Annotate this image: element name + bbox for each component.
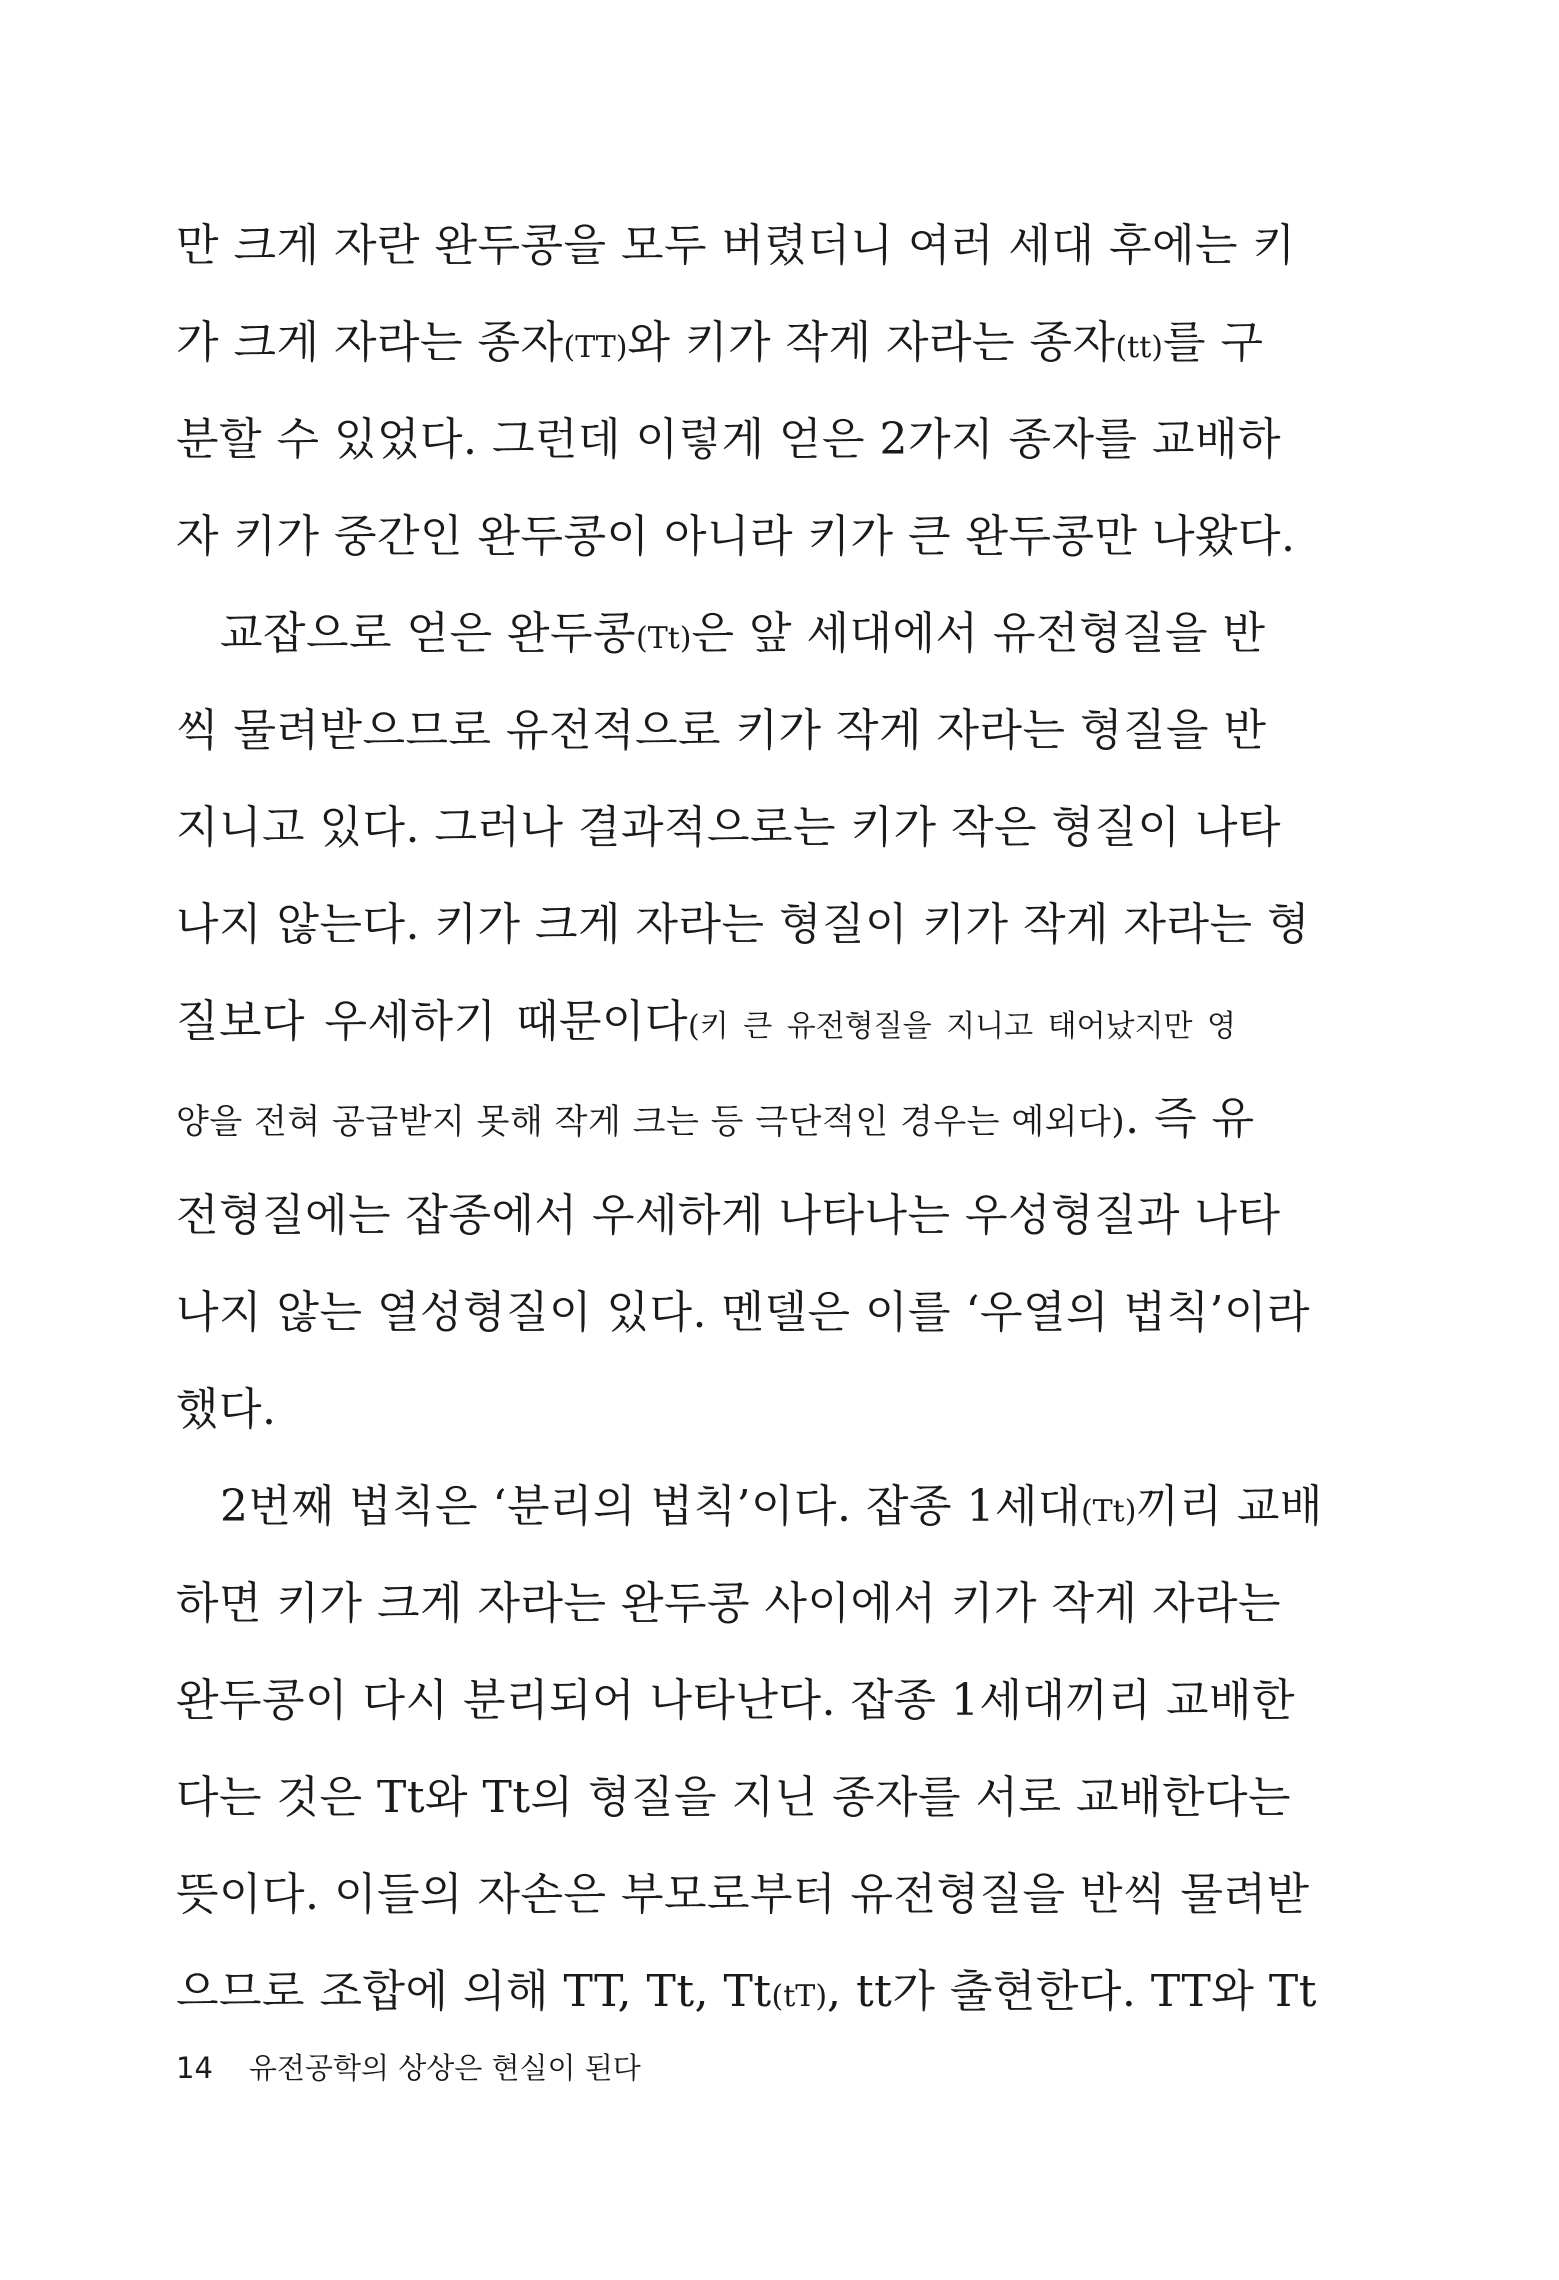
text-line: 자 키가 중간인 완두콩이 아니라 키가 큰 완두콩만 나왔다. xyxy=(176,511,1296,562)
text-line: 했다. xyxy=(176,1384,277,1435)
text-line: 씩 물려받으므로 유전적으로 키가 작게 자라는 형질을 반 xyxy=(176,705,1267,756)
text-line: 하면 키가 크게 자라는 완두콩 사이에서 키가 작게 자라는 xyxy=(176,1578,1281,1629)
text-line: 양을 전혀 공급받지 못해 작게 크는 등 극단적인 경우는 예외다). 즉 유 xyxy=(176,1093,1255,1144)
text-line: 전형질에는 잡종에서 우세하게 나타나는 우성형질과 나타 xyxy=(176,1190,1281,1241)
text-line: 완두콩이 다시 분리되어 나타난다. 잡종 1세대끼리 교배한 xyxy=(176,1675,1295,1726)
text-line: 교잡으로 얻은 완두콩(Tt)은 앞 세대에서 유전형질을 반 xyxy=(220,608,1266,659)
page-footer xyxy=(176,2048,641,2088)
text-line: 2번째 법칙은 ‘분리의 법칙’이다. 잡종 1세대(Tt)끼리 교배 xyxy=(220,1481,1323,1532)
text-line: 나지 않는 열성형질이 있다. 멘델은 이를 ‘우열의 법칙’이라 xyxy=(176,1287,1310,1338)
text-line: 으므로 조합에 의해 TT, Tt, Tt(tT), tt가 출현한다. TT와 Tt xyxy=(176,1966,1317,2017)
text-line: 뜻이다. 이들의 자손은 부모로부터 유전형질을 반씩 물려받 xyxy=(176,1869,1310,1920)
text-line: 가 크게 자라는 종자(TT)와 키가 작게 자라는 종자(tt)를 구 xyxy=(176,317,1264,368)
text-line: 다는 것은 Tt와 Tt의 형질을 지닌 종자를 서로 교배한다는 xyxy=(176,1772,1292,1823)
text-line: 분할 수 있었다. 그런데 이렇게 얻은 2가지 종자를 교배하 xyxy=(176,414,1281,465)
running-title: 유전공학의 상상은 현실이 된다 xyxy=(248,2051,641,2085)
text-line: 만 크게 자란 완두콩을 모두 버렸더니 여러 세대 후에는 키 xyxy=(176,220,1296,271)
text-line: 나지 않는다. 키가 크게 자라는 형질이 키가 작게 자라는 형 xyxy=(176,899,1310,950)
text-line: 지니고 있다. 그러나 결과적으로는 키가 작은 형질이 나타 xyxy=(176,802,1281,853)
text-line: 질보다 우세하기 때문이다(키 큰 유전형질을 지니고 태어났지만 영 xyxy=(176,996,1236,1047)
page-number: 14 xyxy=(176,2051,213,2085)
